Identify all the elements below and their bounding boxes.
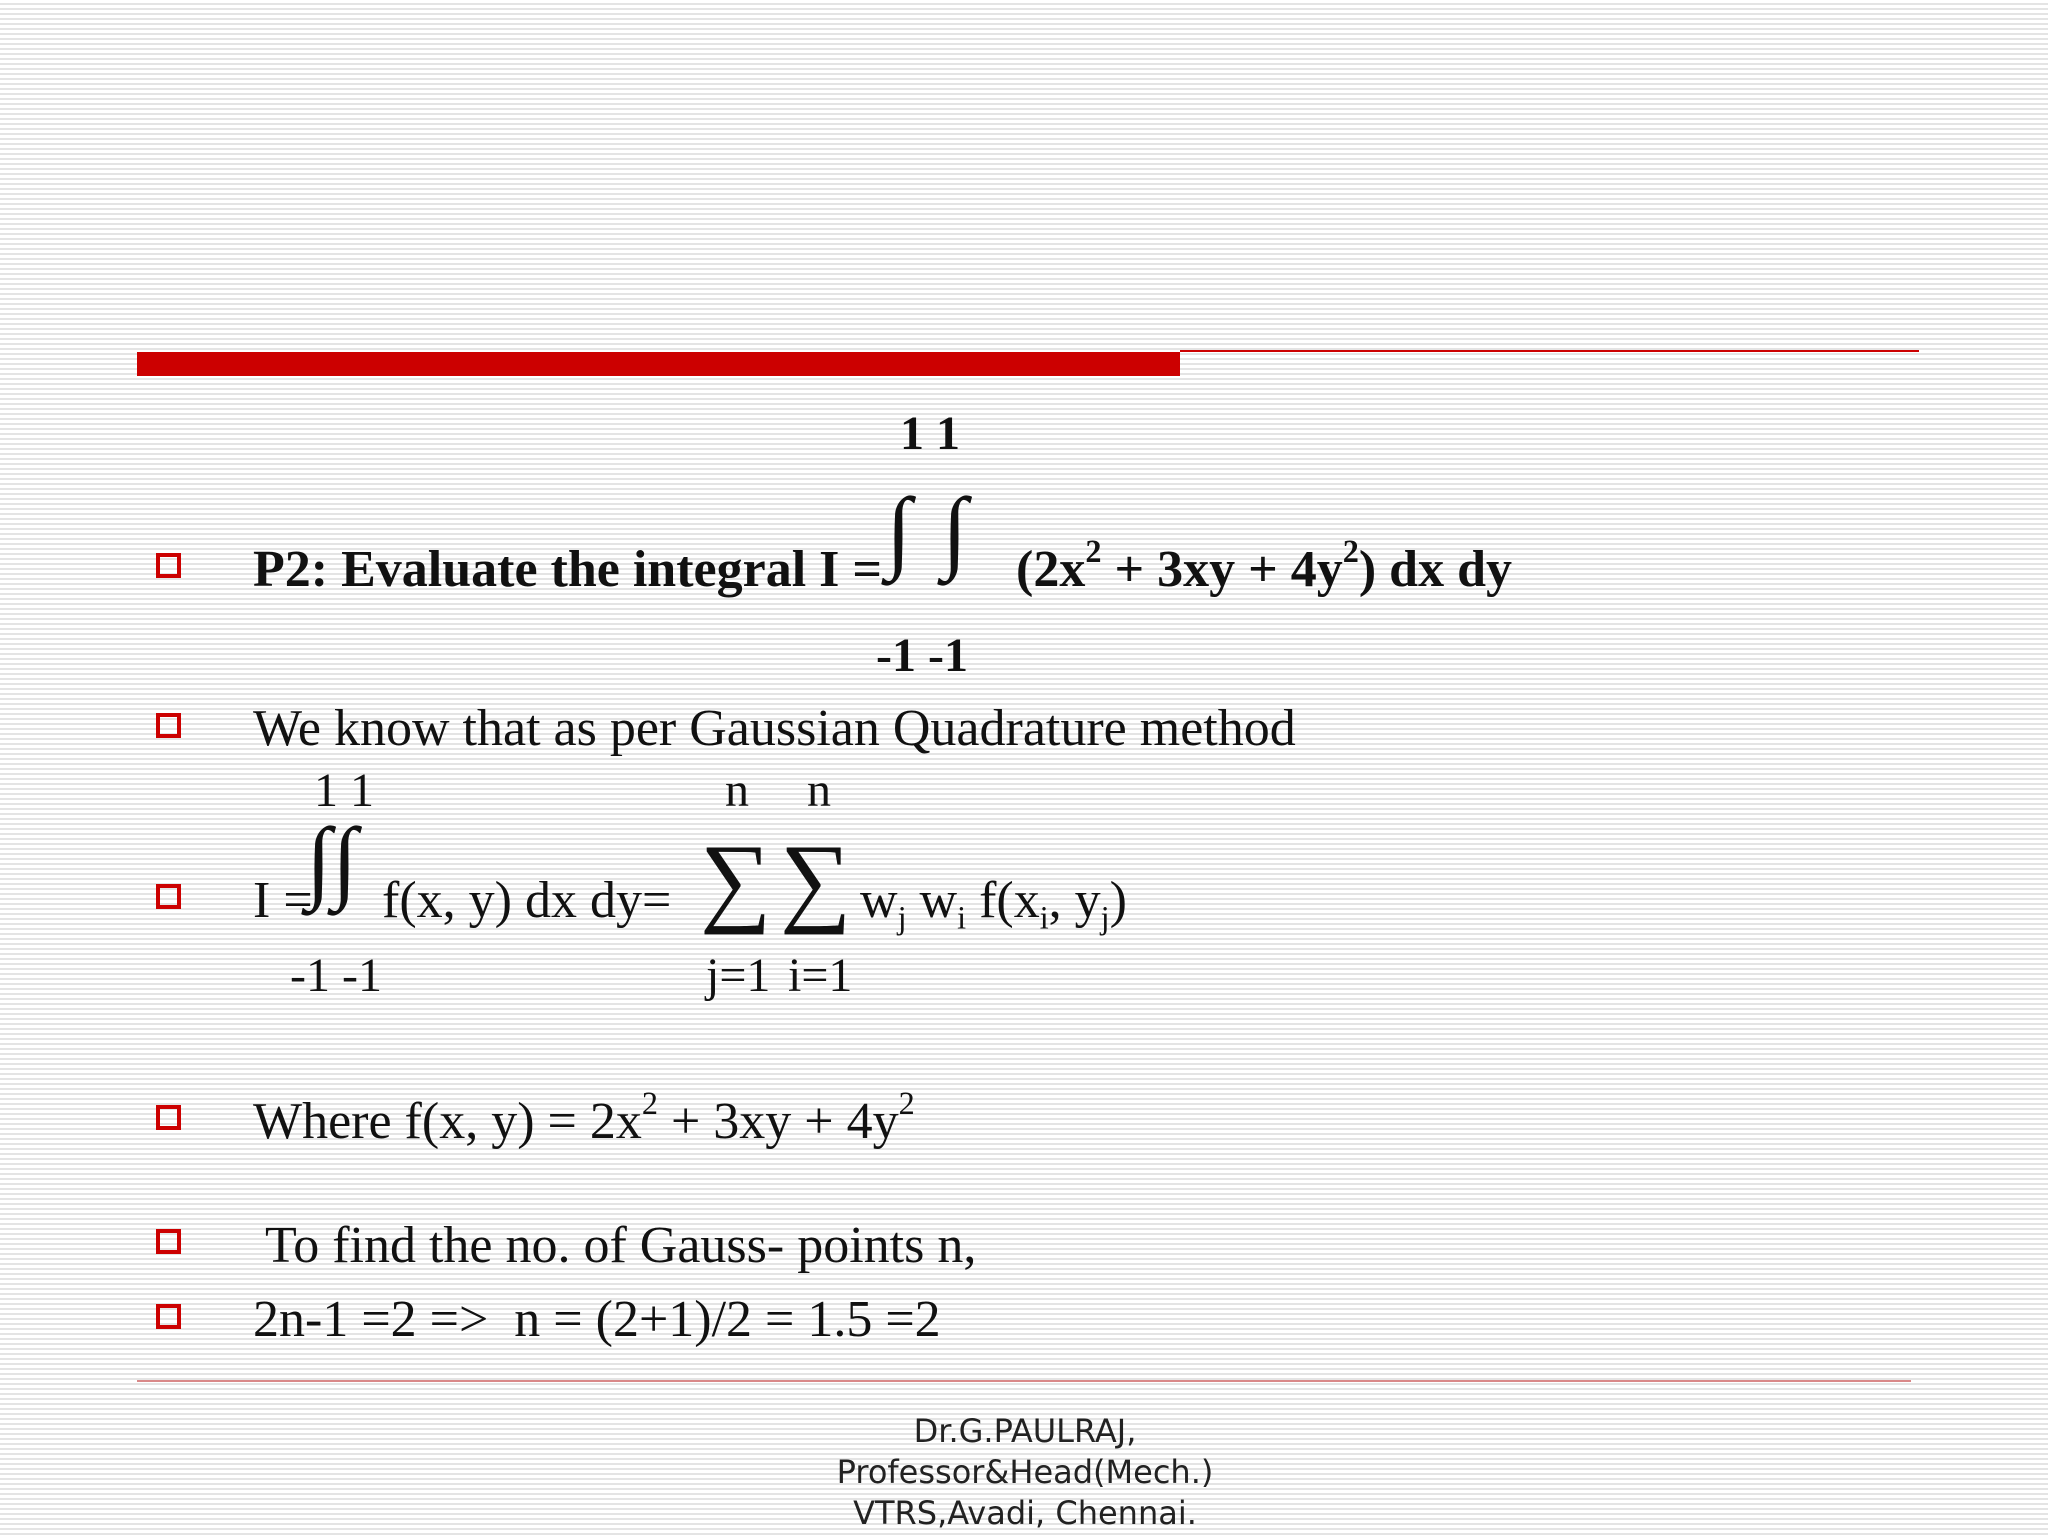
p2-problem-text <box>253 541 883 598</box>
find-n-text: To find the no. of Gauss- points n, <box>253 1217 977 1274</box>
summation-icon: ∑ <box>780 824 852 935</box>
where-definition: Where f(x, $y) = 2x^2 + 3xy + 4y^2$ <box>253 1084 915 1150</box>
sum-upper-limit-n: n <box>725 764 749 817</box>
author-footer <box>780 1411 1270 1534</box>
hollow-square-bullet-icon <box>156 1105 181 1130</box>
hollow-square-bullet-icon <box>156 713 181 738</box>
author-institution: VTRS,Avadi, Chennai. <box>853 1494 1197 1532</box>
formula-integral-upper-limits: 1 1 <box>314 764 374 817</box>
summation-icon: ∑ <box>700 824 772 935</box>
gauss-intro-text: We know that as per Gaussian Quadrature method <box>253 700 1296 757</box>
p2-label: P2: Evaluate the integral I = <box>253 541 883 598</box>
title-rule-thin <box>1180 350 1919 352</box>
sum-upper-limit-n: n <box>807 764 831 817</box>
sum-lower-limit-i: i=1 <box>788 949 853 1002</box>
author-title: Professor&Head(Mech.) <box>836 1453 1214 1491</box>
hollow-square-bullet-icon <box>156 884 181 909</box>
p2-integrand: $(2x^2 + 3xy + 4y^2)$ dx dy <box>1016 532 1512 598</box>
integral-icon: ∫ <box>942 479 968 581</box>
calculation-text: 2n-1 =2 => n = (2+1)/2 = 1.5 =2 <box>253 1291 941 1348</box>
hollow-square-bullet-icon <box>156 553 181 578</box>
integral-icon: ∫ <box>332 809 358 911</box>
p2-lower-limits: -1 -1 <box>876 629 968 682</box>
integral-icon: ∫ <box>886 479 912 581</box>
author-name: Dr.G.PAULRAJ, <box>913 1412 1137 1450</box>
formula-integrand: f(x, y) dx dy= <box>382 872 672 929</box>
p2-upper-limits: 1 1 <box>900 407 960 460</box>
formula-lhs: I = <box>253 872 313 929</box>
hollow-square-bullet-icon <box>156 1229 181 1254</box>
formula-integral-lower-limits: -1 -1 <box>290 949 382 1002</box>
hollow-square-bullet-icon <box>156 1304 181 1329</box>
formula-weighted-sum: $w_j$ $w_i$ $f(x_i$, $y_j$) <box>860 872 1127 936</box>
title-rule-thick <box>137 352 1180 376</box>
footer-rule <box>137 1380 1911 1382</box>
integral-icon: ∫ <box>306 809 332 911</box>
sum-lower-limit-j: j=1 <box>706 949 771 1002</box>
